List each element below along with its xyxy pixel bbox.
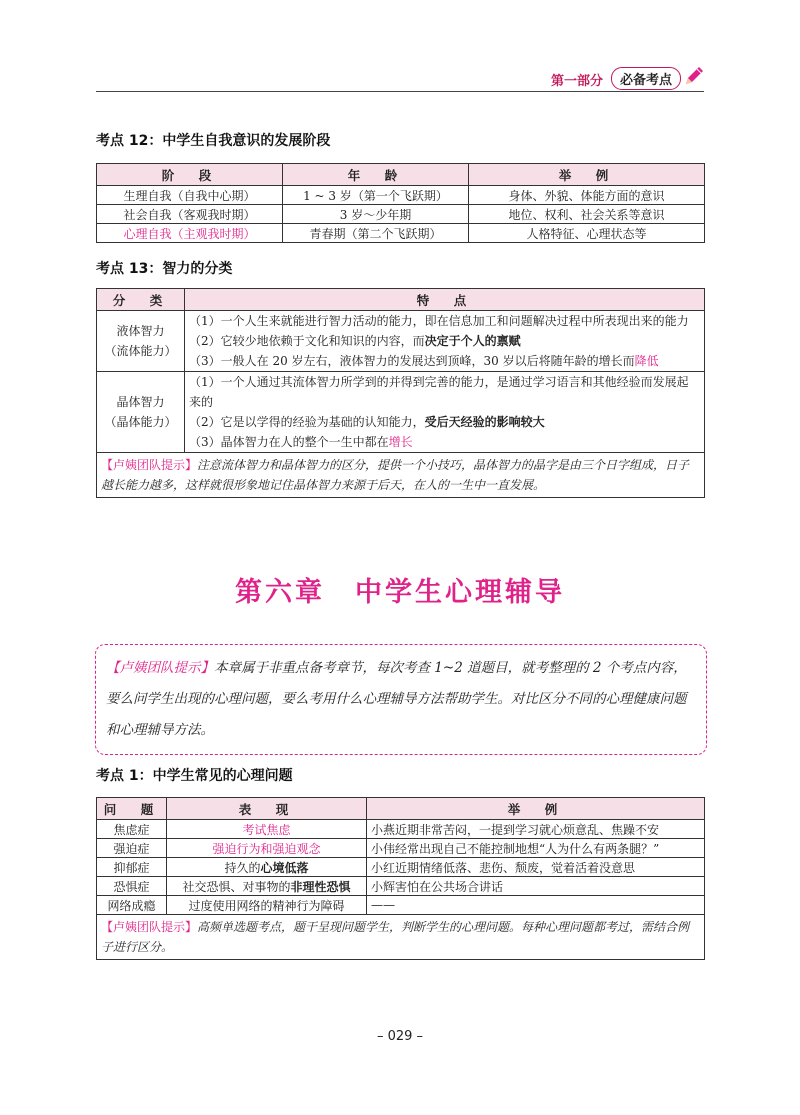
table-row [97,372,705,453]
example-cell: 小辉害怕在公共场合讲话 [367,877,705,896]
table-header-row [97,289,705,311]
column-header: 举 例 [469,164,705,186]
symptom-cell: 持久的心境低落 [167,858,367,877]
self-awareness-table [96,163,705,243]
column-header: 阶 段 [97,164,283,186]
age-cell: 1 ~ 3 岁（第一个飞跃期） [283,186,469,205]
table-row [97,186,705,205]
table-row [97,224,705,243]
chapter-title: 第六章 中学生心理辅导 [235,577,565,608]
page-number: – 029 – [376,1029,424,1044]
intelligence-table [96,288,705,498]
feature-cell [185,372,705,453]
feature-line: （3）一般人在 20 岁左右，液体智力的发展达到顶峰，30 岁以后将随年龄的增长而降低 [189,354,659,368]
key-phrase: 降低 [634,354,659,368]
stage-cell: 生理自我（自我中心期） [97,186,283,205]
example-cell: 地位、权利、社会关系等意识 [469,205,705,224]
problem-cell: 网络成瘾 [97,896,167,915]
feature-cell [185,311,705,372]
table-row [97,858,705,877]
feature-line: （1）一个人生来就能进行智力活动的能力，即在信息加工和问题解决过程中所表现出来的能力 [189,314,689,328]
age-cell: 3 岁～少年期 [283,205,469,224]
symptom-cell: 社交恐惧、对事物的非理性恐惧 [167,877,367,896]
key-phrase: 非理性恐惧 [290,879,351,894]
tip-text: 注意流体智力和晶体智力的区分，提供一个小技巧，晶体智力的晶字是由三个日字组成，日子越长能力越多，这样就很形象地记住晶体智力来源于后天，在人的一生中一直发展。 [101,458,690,492]
table-header-row [97,164,705,186]
column-header: 年 龄 [283,164,469,186]
category-name: 液体智力 [116,324,165,338]
tip-cell [97,915,705,960]
pencil-icon [682,64,706,88]
tip-label: 【卢姨团队提示】 [101,458,198,472]
example-cell: 小燕近期非常苦闷，一提到学习就心烦意乱、焦躁不安 [367,820,705,839]
feature-line: （2）它较少地依赖于文化和知识的内容，而决定于个人的禀赋 [189,334,521,348]
header-badge: 必备考点 [611,67,681,90]
key-phrase: 受后天经验的影响较大 [424,415,545,429]
column-header: 问 题 [97,798,167,820]
category-cell [97,372,185,453]
header-part-label: 第一部分 [551,74,604,89]
category-name: 晶体智力 [116,395,165,409]
problem-cell: 抑郁症 [97,858,167,877]
table-row [97,820,705,839]
example-cell: 小伟经常出现自己不能控制地想“人为什么有两条腿？” [367,839,705,858]
problem-cell: 强迫症 [97,839,167,858]
table-row [97,877,705,896]
psych-problems-table [96,797,705,960]
table-row [97,205,705,224]
problem-cell: 焦虑症 [97,820,167,839]
tip-text: 本章属于非重点备考章节，每次考查 1~2 道题目，就考整理的 2 个考点内容，要么问学生出现的心理问题，要么考用什么心理辅导方法帮助学生。对比区分不同的心理健康问题和心理辅导方法。 [106,660,687,738]
column-header: 表 现 [167,798,367,820]
tip-label: 【卢姨团队提示】 [106,660,214,676]
column-header: 举 例 [367,798,705,820]
table-header-row [97,798,705,820]
feature-line: （3）晶体智力在人的整个一生中都在增长 [189,435,413,449]
tip-label: 【卢姨团队提示】 [101,920,198,934]
example-cell: 身体、外貌、体能方面的意识 [469,186,705,205]
key-phrase: 决定于个人的禀赋 [424,334,521,348]
chapter-tip-box [95,644,707,755]
feature-line: （1）一个人通过其流体智力所学到的并得到完善的能力，是通过学习语言和其他经验而发展起来的 [189,375,689,409]
tip-text: 高频单选题考点，题干呈现问题学生，判断学生的心理问题。每种心理问题都考过，需结合例子进行区分。 [101,920,690,954]
symptom-cell: 强迫行为和强迫观念 [167,839,367,858]
section-title: 考点 12：中学生自我意识的发展阶段 [96,133,331,149]
table-row [97,311,705,372]
header-rule [96,91,704,92]
example-cell: 人格特征、心理状态等 [469,224,705,243]
feature-line: （2）它是以学得的经验为基础的认知能力，受后天经验的影响较大 [189,415,545,429]
stage-cell: 社会自我（客观我时期） [97,205,283,224]
category-cell [97,311,185,372]
section-title: 考点 1：中学生常见的心理问题 [96,768,293,784]
tip-cell [97,453,705,498]
column-header: 特 点 [185,289,705,311]
tip-row [97,453,705,498]
key-phrase: 增长 [388,435,413,449]
table-row [97,839,705,858]
symptom-cell: 考试焦虑 [167,820,367,839]
column-header: 分 类 [97,289,185,311]
age-cell: 青春期（第二个飞跃期） [283,224,469,243]
stage-cell: 心理自我（主观我时期） [97,224,283,243]
table-row [97,896,705,915]
example-cell: —— [367,896,705,915]
tip-row [97,915,705,960]
section-title: 考点 13：智力的分类 [96,261,233,277]
category-alias: （晶体能力） [104,415,177,429]
symptom-cell: 过度使用网络的精神行为障碍 [167,896,367,915]
example-cell: 小红近期情绪低落、悲伤、颓废，觉着活着没意思 [367,858,705,877]
problem-cell: 恐惧症 [97,877,167,896]
key-phrase: 心境低落 [260,860,309,875]
category-alias: （流体能力） [104,344,177,358]
